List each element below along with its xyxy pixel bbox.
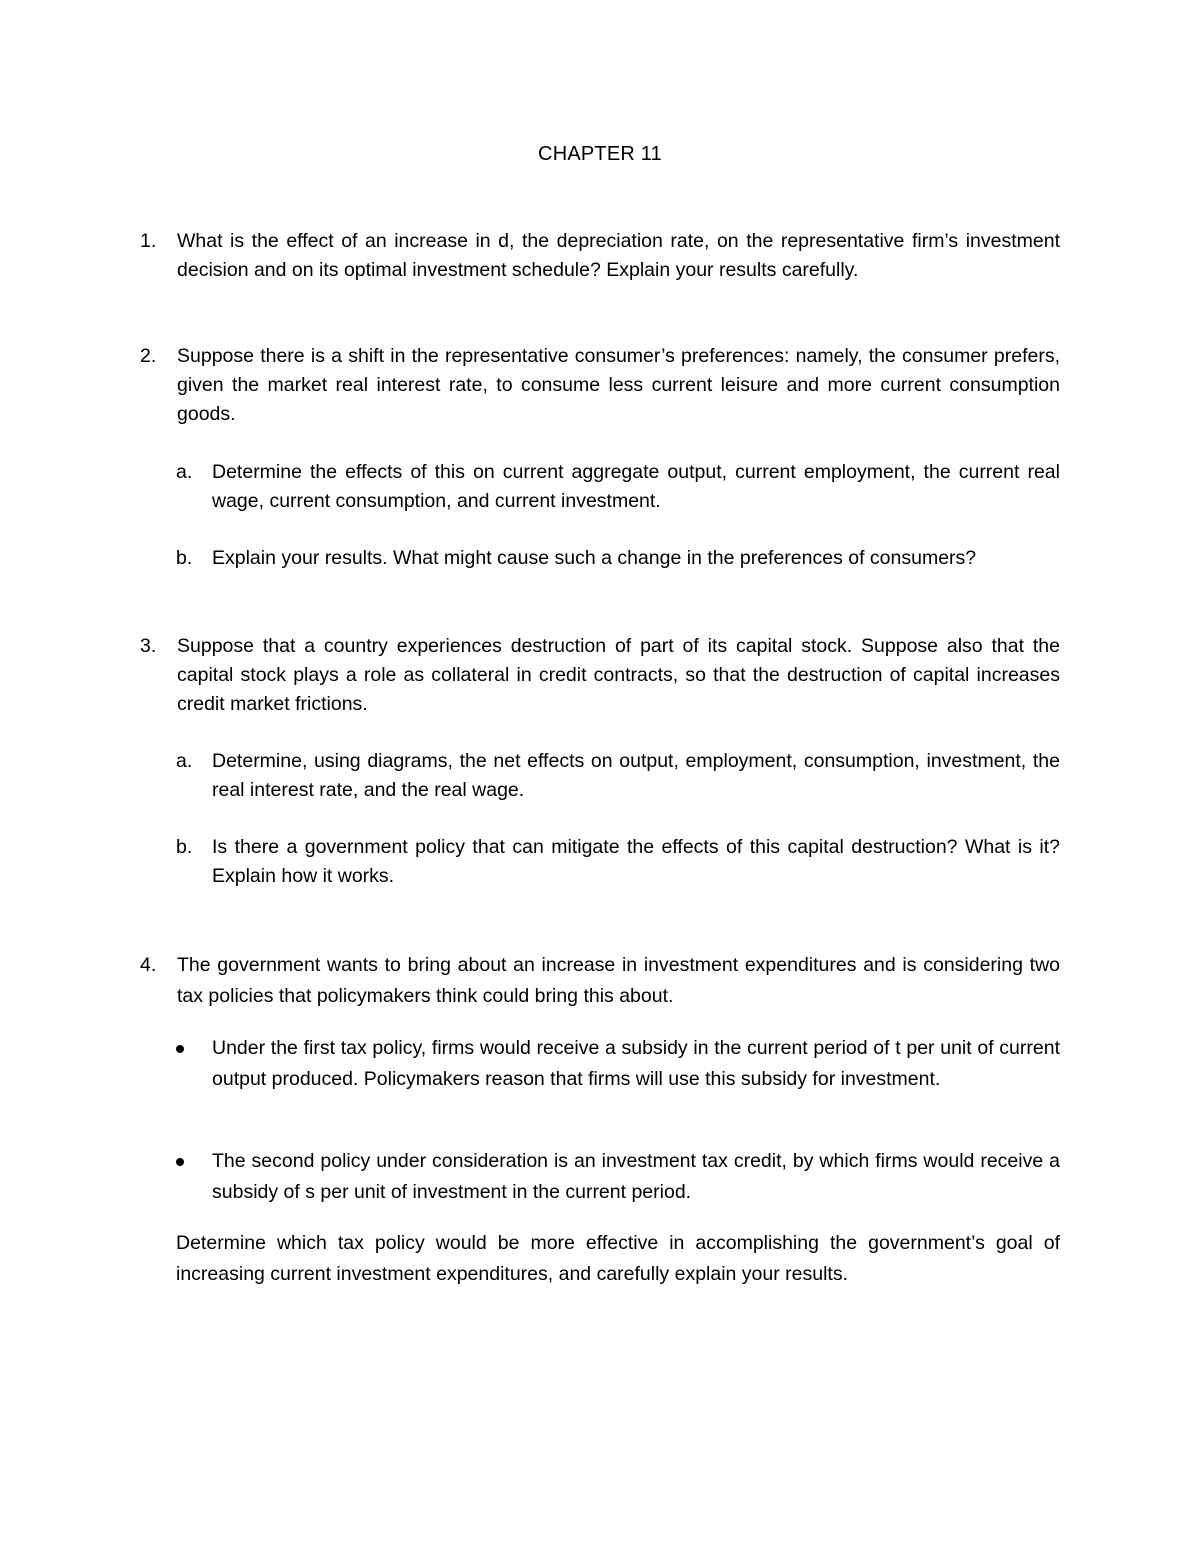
part-text: Explain your results. What might cause such a change in the preferences of consumers?	[212, 547, 977, 569]
question-text: Suppose there is a shift in the representative consumer’s preferences: namely, the consumer prefers, given the market real interest rate, to consume less current leisure and more current consumption goods.	[177, 345, 1060, 425]
part-text: Determine the effects of this on current aggregate output, current employment, the current real wage, current consumption, and current investment.	[212, 461, 1060, 512]
part-letter: a.	[176, 750, 193, 772]
question-number: 3.	[140, 635, 157, 657]
question-3	[140, 632, 1060, 719]
question-4-closing: Determine which tax policy would be more effective in accomplishing the government’s goal of increasing current investment expenditures, and carefully explain your results.	[176, 1232, 1060, 1285]
question-text: Suppose that a country experiences destruction of part of its capital stock. Suppose also that the capital stock plays a role as collateral in credit contracts, so that the destruction of capital increases credit market frictions.	[177, 635, 1060, 715]
question-3-part-a	[176, 747, 1060, 805]
part-text: Determine, using diagrams, the net effects on output, employment, consumption, investment, the real interest rate, and the real wage.	[212, 750, 1060, 801]
question-2-part-b	[176, 544, 1060, 573]
part-letter: a.	[176, 461, 193, 483]
question-2	[140, 342, 1060, 429]
question-1	[140, 227, 1060, 285]
part-letter: b.	[176, 836, 193, 858]
question-2-part-a	[176, 458, 1060, 516]
bullet-icon	[176, 1045, 184, 1053]
bullet-text: The second policy under consideration is an investment tax credit, by which firms would receive a subsidy of s per unit of investment in the current period.	[212, 1150, 1060, 1203]
question-number: 2.	[140, 345, 157, 367]
question-number: 1.	[140, 230, 157, 252]
part-letter: b.	[176, 547, 193, 569]
question-4-bullet-2	[176, 1146, 1060, 1208]
question-number: 4.	[140, 954, 157, 976]
bullet-icon	[176, 1158, 184, 1166]
question-text: What is the effect of an increase in d, the depreciation rate, on the representative firm’s investment decision and on its optimal investment schedule? Explain your results carefully.	[177, 230, 1060, 281]
question-text: The government wants to bring about an increase in investment expenditures and is considering two tax policies that policymakers think could bring this about.	[177, 954, 1060, 1007]
question-4-bullet-1	[176, 1033, 1060, 1095]
bullet-text: Under the first tax policy, firms would receive a subsidy in the current period of t per unit of current output produced. Policymakers reason that firms will use this subsidy for investment.	[212, 1037, 1060, 1090]
question-3-part-b	[176, 833, 1060, 891]
question-4	[140, 950, 1060, 1012]
chapter-title: CHAPTER 11	[538, 143, 662, 165]
part-text: Is there a government policy that can mitigate the effects of this capital destruction? What is it? Explain how it works.	[212, 836, 1060, 887]
